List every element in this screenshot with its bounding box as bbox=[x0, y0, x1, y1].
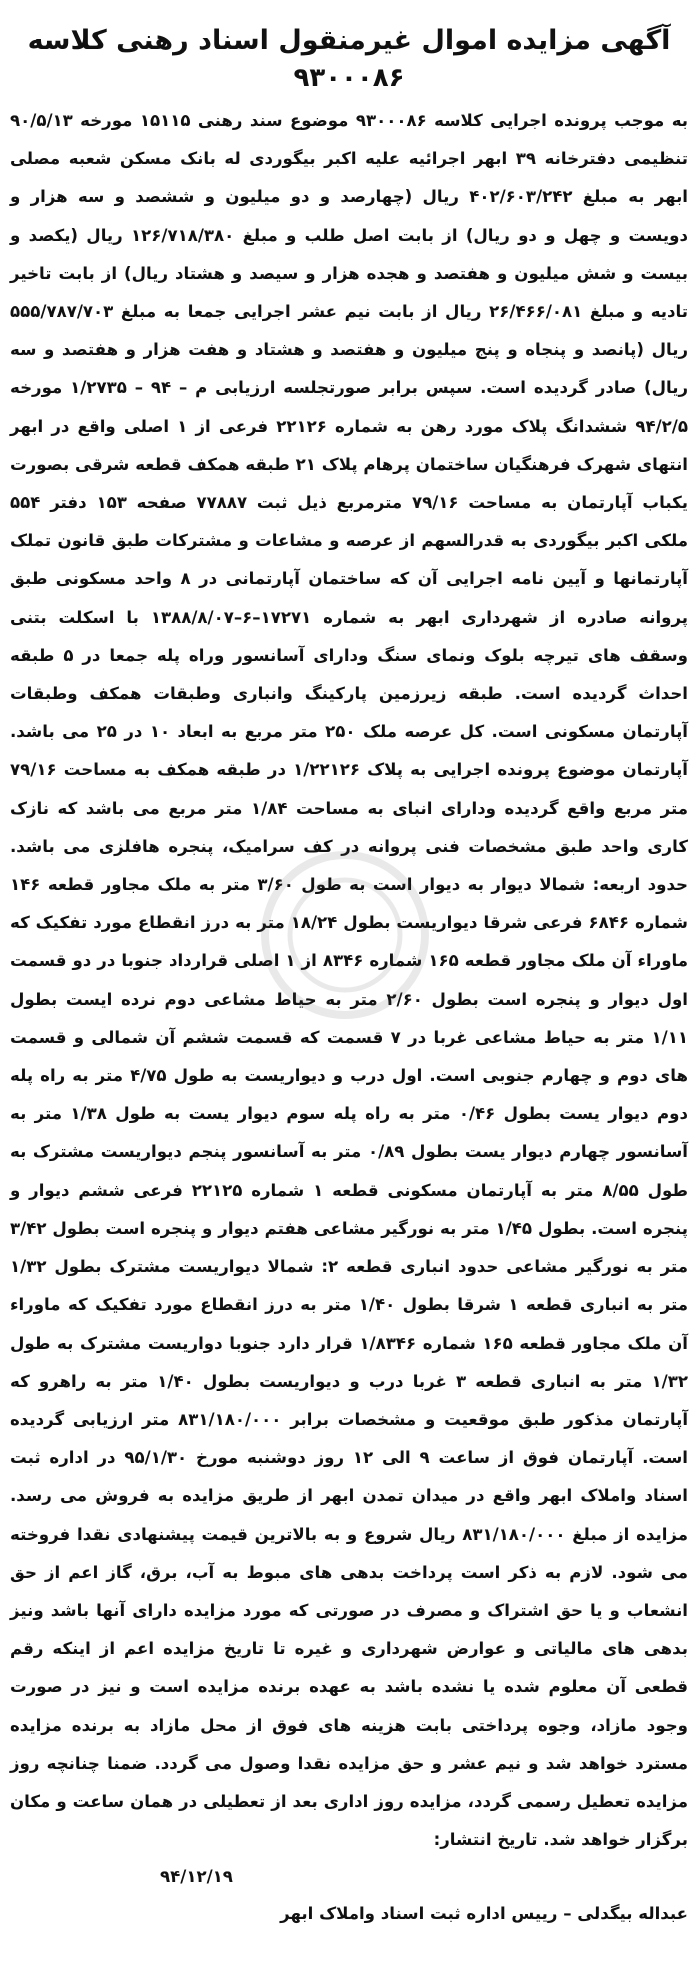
signature-line: عبداله بیگدلی – رییس اداره ثبت اسناد واملاک ابهر bbox=[280, 1904, 688, 1924]
notice-body: به موجب پرونده اجرایی کلاسه ۹۳۰۰۰۸۶ موضوع سند رهنی ۱۵۱۱۵ مورخه ۹۰/۵/۱۳ تنظیمی دفترخانه ۳۹ ابهر اجرائیه علیه اکبر بیگوردی له بانک مسکن شعبه مصلی ابهر به مبلغ ۴۰۲/۶۰۳/۲۴۲ ریال (چهارصد و دو میلیون و ششصد و سه هزار و دویست و چهل و دو ریال) از بابت اصل طلب و مبلغ ۱۲۶/۷۱۸/۳۸۰ ریال (یکصد و بیست و شش میلیون و هفتصد و هجده هزار و سیصد و هشتاد ریال) از بابت تاخیر تادیه و مبلغ ۲۶/۴۶۶/۰۸۱ ریال از بابت نیم عشر اجرایی جمعا به مبلغ ۵۵۵/۷۸۷/۷۰۳ ریال (پانصد و پنجاه و پنج میلیون و هفتصد و هشتاد و هفت هزار و هفتصد و سه ریال) صادر گردیده است. سپس برابر صورتجلسه ارزیابی م – ۹۴ – ۱/۲۷۳۵ مورخه ۹۴/۲/۵ ششدانگ پلاک مورد رهن به شماره ۲۲۱۲۶ فرعی از ۱ اصلی واقع در ابهر انتهای شهرک فرهنگیان ساختمان پرهام پلاک ۲۱ طبقه همکف قطعه شرقی بصورت یکباب آپارتمان به مساحت ۷۹/۱۶ مترمربع ذیل ثبت ۷۷۸۸۷ صفحه ۱۵۳ دفتر ۵۵۴ ملکی اکبر بیگوردی به قدرالسهم از عرصه و مشاعات و مشترکات طبق قانون تملک آپارتمانها و آیین نامه اجرایی آن که ساختمان آپارتمانی در ۸ واحد مسکونی طبق پروانه صادره از شهرداری ابهر به شماره ۱۷۲۷۱–۶–۱۳۸۸/۸/۰۷ با اسکلت بتنی وسقف های تیرچه بلوک ونمای سنگ ودارای آسانسور وراه پله جمعا در ۵ طبقه احداث گردیده است. طبقه زیرزمین پارکینگ وانباری وطبقات همکف وطبقات آپارتمان مسکونی است. کل عرصه ملک ۲۵۰ متر مربع به ابعاد ۱۰ در ۲۵ می باشد. آپارتمان موضوع پرونده اجرایی به پلاک ۱/۲۲۱۲۶ در طبقه همکف به مساحت ۷۹/۱۶ متر مربع واقع گردیده ودارای انبای به مساحت ۱/۸۴ متر مربع می باشد که نازک کاری واحد طبق مشخصات فنی پروانه در کف سرامیک، پنجره هافلزی می باشد. حدود اربعه: شمالا دیوار به دیوار است به طول ۳/۶۰ متر به ملک مجاور قطعه ۱۴۶ شماره ۶۸۴۶ فرعی شرقا دیواریست بطول ۱۸/۲۴ متر به درز انقطاع مورد تفکیک که ماوراء آن ملک مجاور قطعه ۱۶۵ شماره ۸۳۴۶ از ۱ اصلی قرارداد جنوبا در دو قسمت اول دیوار و پنجره است بطول ۲/۶۰ متر به حیاط مشاعی دوم نرده ایست بطول ۱/۱۱ متر به حیاط مشاعی غربا در ۷ قسمت که قسمت ششم آن شمالی و قسمت های دوم و چهارم جنوبی است. اول درب و دیواریست به طول ۴/۷۵ متر به راه پله دوم دیوار یست بطول ۰/۴۶ متر به راه پله سوم دیوار یست به طول ۱/۳۸ متر به آسانسور چهارم دیوار یست بطول ۰/۸۹ متر به آسانسور پنجم دیواریست مشترک به طول ۸/۵۵ متر به آپارتمان مسکونی قطعه ۱ شماره ۲۲۱۲۵ فرعی ششم دیوار و پنجره است. بطول ۱/۴۵ متر به نورگیر مشاعی هفتم دیوار و پنجره است بطول ۳/۴۲ متر به نورگیر مشاعی حدود انباری قطعه ۲: شمالا دیواریست مشترک بطول ۱/۳۲ متر به انباری قطعه ۱ شرقا بطول ۱/۴۰ متر به درز انقطاع مورد تفکیک که ماوراء آن ملک مجاور قطعه ۱۶۵ شماره ۱/۸۳۴۶ قرار دارد جنوبا دواریست مشترک به طول ۱/۳۲ متر به انباری قطعه ۳ غربا درب و دیواریست بطول ۱/۴۰ متر به راهرو که آپارتمان مذکور طبق موقعیت و مشخصات برابر ۸۳۱/۱۸۰/۰۰۰ متر ارزیابی گردیده است. آپارتمان فوق از ساعت ۹ الی ۱۲ روز دوشنبه مورخ ۹۵/۱/۳۰ در اداره ثبت اسناد واملاک ابهر واقع در میدان تمدن ابهر از طریق مزایده به فروش می رسد. مزایده از مبلغ ۸۳۱/۱۸۰/۰۰۰ ریال شروع و به بالاترین قیمت پیشنهادی نقدا فروخته می شود. لازم به ذکر است پرداخت بدهی های مبوط به آب، برق، گاز اعم از حق انشعاب و یا حق اشتراک و مصرف در صورتی که مورد مزایده دارای آنها باشد ونیز بدهی های مالیاتی و عوارض شهرداری و غیره تا تاریخ مزایده اعم از اینکه رقم قطعی آن معلوم شده یا نشده باشد به عهده برنده مزایده است و نیز در صورت وجود مازاد، وجوه پرداختی بابت هزینه های فوق از محل مازاد به برنده مزایده مسترد خواهد شد و نیم عشر و حق مزایده نقدا وصول می گردد. ضمنا چنانچه روز مزایده تعطیل رسمی گردد، مزایده روز اداری بعد از تعطیلی در همان ساعت و مکان برگزار خواهد شد. تاریخ انتشار: bbox=[10, 111, 689, 1850]
case-number: ۹۳۰۰۰۸۶ bbox=[293, 63, 405, 93]
notice-title: آگهی مزایده اموال غیرمنقول اسناد رهنی کلاسه bbox=[27, 25, 671, 56]
publish-date: ۹۴/۱۲/۱۹ bbox=[160, 1867, 233, 1887]
